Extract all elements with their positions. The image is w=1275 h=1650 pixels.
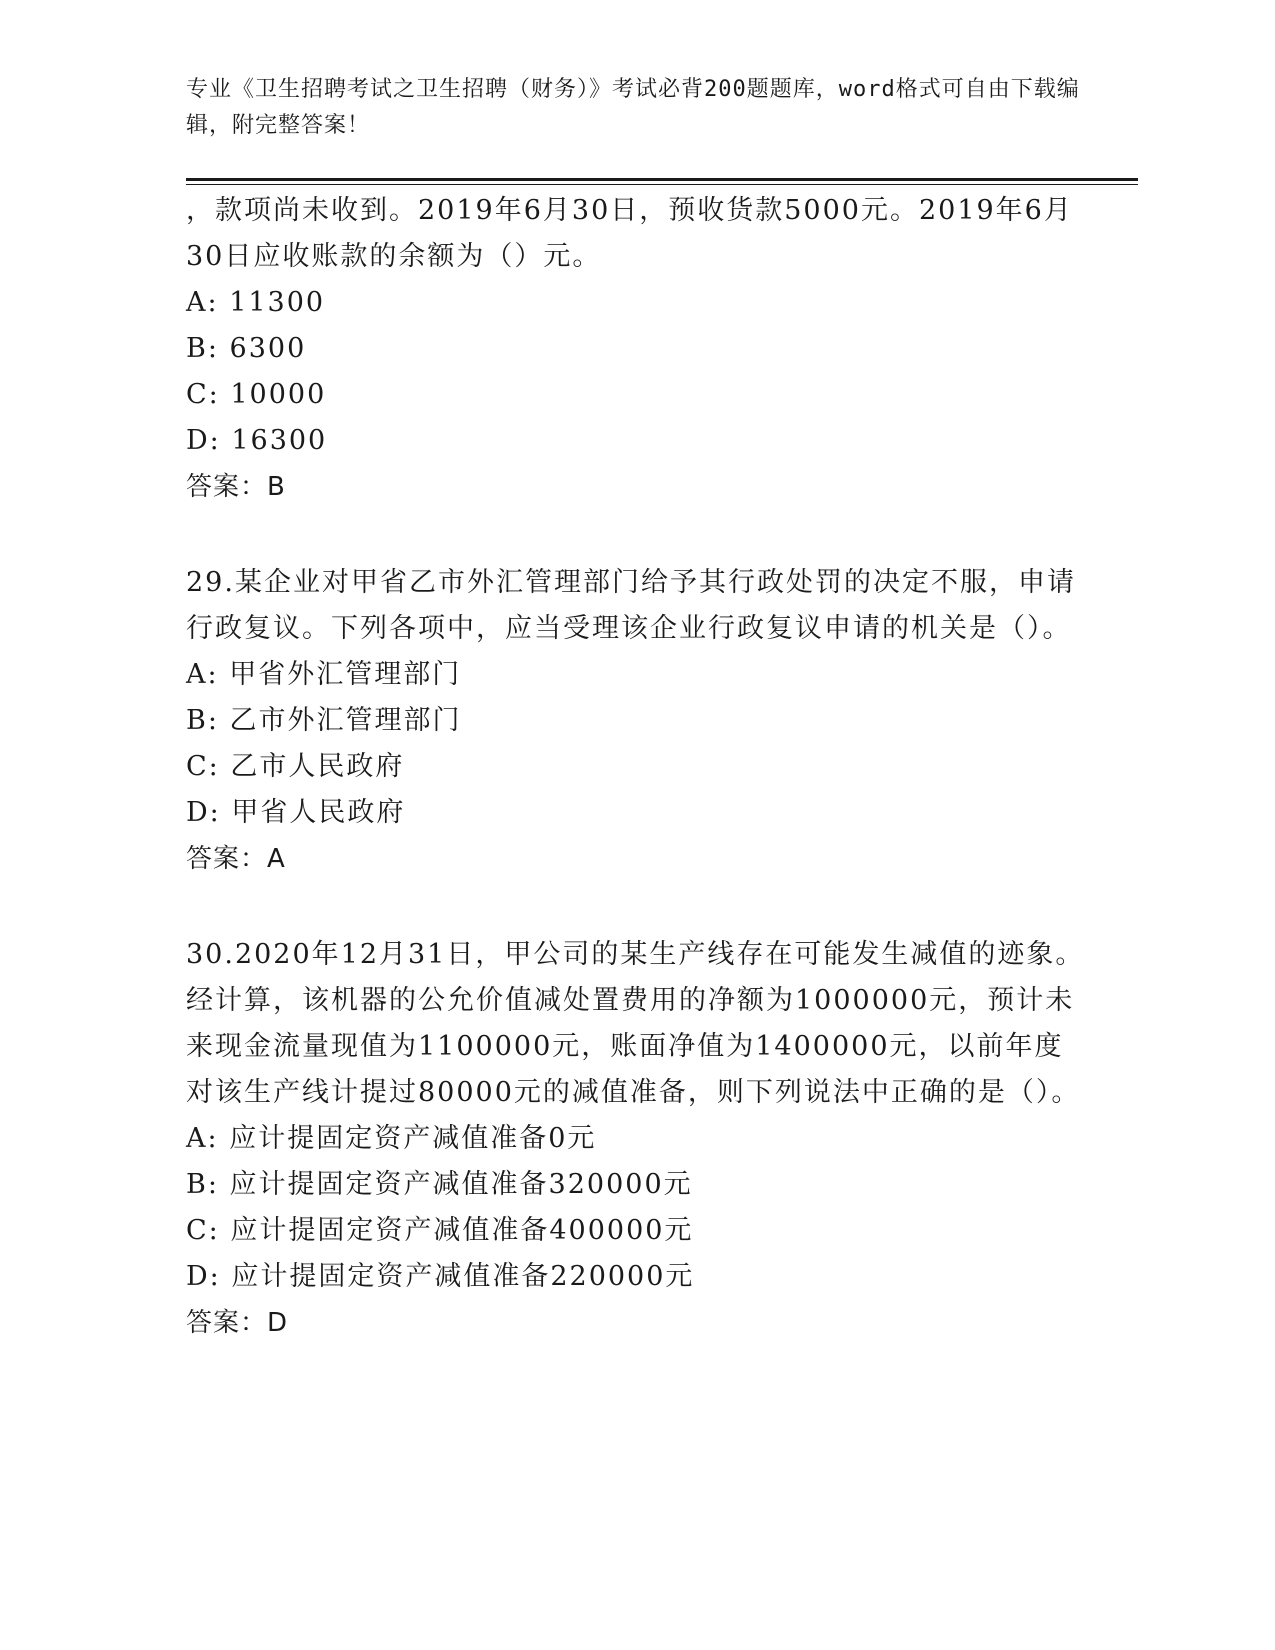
spacer bbox=[186, 882, 1086, 932]
option-letter: D: bbox=[186, 797, 221, 828]
option-d bbox=[186, 1254, 1086, 1300]
option-letter: B: bbox=[186, 333, 219, 364]
document-header: 专业《卫生招聘考试之卫生招聘（财务）》考试必背200题题库，word格式可自由下载编辑，附完整答案！ bbox=[186, 77, 1080, 138]
option-d bbox=[186, 418, 1086, 464]
question-text: 30.2020年12月31日，甲公司的某生产线存在可能发生减值的迹象。经计算，该机器的公允价值减处置费用的净额为1000000元，预计未来现金流量现值为1100000元，账面净值为1400000元，以前年度对该生产线计提过80000元的减值准备，则下列说法中正确的是（）。 bbox=[186, 939, 1085, 1108]
option-c bbox=[186, 1208, 1086, 1254]
option-letter: C: bbox=[186, 379, 220, 410]
option-letter: A: bbox=[186, 287, 219, 318]
option-a bbox=[186, 280, 1086, 326]
header-rule-thick bbox=[186, 178, 1138, 181]
option-c bbox=[186, 744, 1086, 790]
option-text: 甲省外汇管理部门 bbox=[229, 659, 462, 690]
option-d bbox=[186, 790, 1086, 836]
question-list bbox=[186, 188, 1086, 1346]
option-text: 11300 bbox=[229, 287, 326, 318]
question-block bbox=[186, 188, 1086, 510]
option-letter: D: bbox=[186, 1261, 221, 1292]
option-letter: D: bbox=[186, 425, 221, 456]
spacer bbox=[186, 510, 1086, 560]
option-text: 甲省人民政府 bbox=[231, 797, 406, 828]
option-b bbox=[186, 326, 1086, 372]
option-text: 6300 bbox=[229, 333, 307, 364]
option-text: 应计提固定资产减值准备0元 bbox=[229, 1123, 597, 1154]
question-text: ，款项尚未收到。2019年6月30日，预收货款5000元。2019年6月30日应收账款的余额为（）元。 bbox=[186, 195, 1073, 272]
option-text: 应计提固定资产减值准备320000元 bbox=[229, 1169, 693, 1200]
question-block bbox=[186, 932, 1086, 1346]
option-c bbox=[186, 372, 1086, 418]
option-letter: A: bbox=[186, 1123, 219, 1154]
answer-line: 答案：B bbox=[186, 472, 286, 502]
option-text: 应计提固定资产减值准备220000元 bbox=[231, 1261, 695, 1292]
option-letter: C: bbox=[186, 751, 220, 782]
option-text: 10000 bbox=[230, 379, 327, 410]
option-b bbox=[186, 698, 1086, 744]
option-text: 应计提固定资产减值准备400000元 bbox=[230, 1215, 694, 1246]
option-text: 乙市人民政府 bbox=[230, 751, 405, 782]
question-block bbox=[186, 560, 1086, 882]
option-letter: A: bbox=[186, 659, 219, 690]
option-text: 乙市外汇管理部门 bbox=[229, 705, 462, 736]
question-text: 29.某企业对甲省乙市外汇管理部门给予其行政处罚的决定不服，申请行政复议。下列各项中，应当受理该企业行政复议申请的机关是（）。 bbox=[186, 567, 1076, 644]
option-letter: B: bbox=[186, 1169, 219, 1200]
option-letter: B: bbox=[186, 705, 219, 736]
option-a bbox=[186, 1116, 1086, 1162]
option-a bbox=[186, 652, 1086, 698]
answer-line: 答案：A bbox=[186, 844, 286, 874]
option-b bbox=[186, 1162, 1086, 1208]
option-letter: C: bbox=[186, 1215, 220, 1246]
option-text: 16300 bbox=[231, 425, 328, 456]
header-rule-thin bbox=[186, 184, 1138, 185]
answer-line: 答案：D bbox=[186, 1308, 289, 1338]
